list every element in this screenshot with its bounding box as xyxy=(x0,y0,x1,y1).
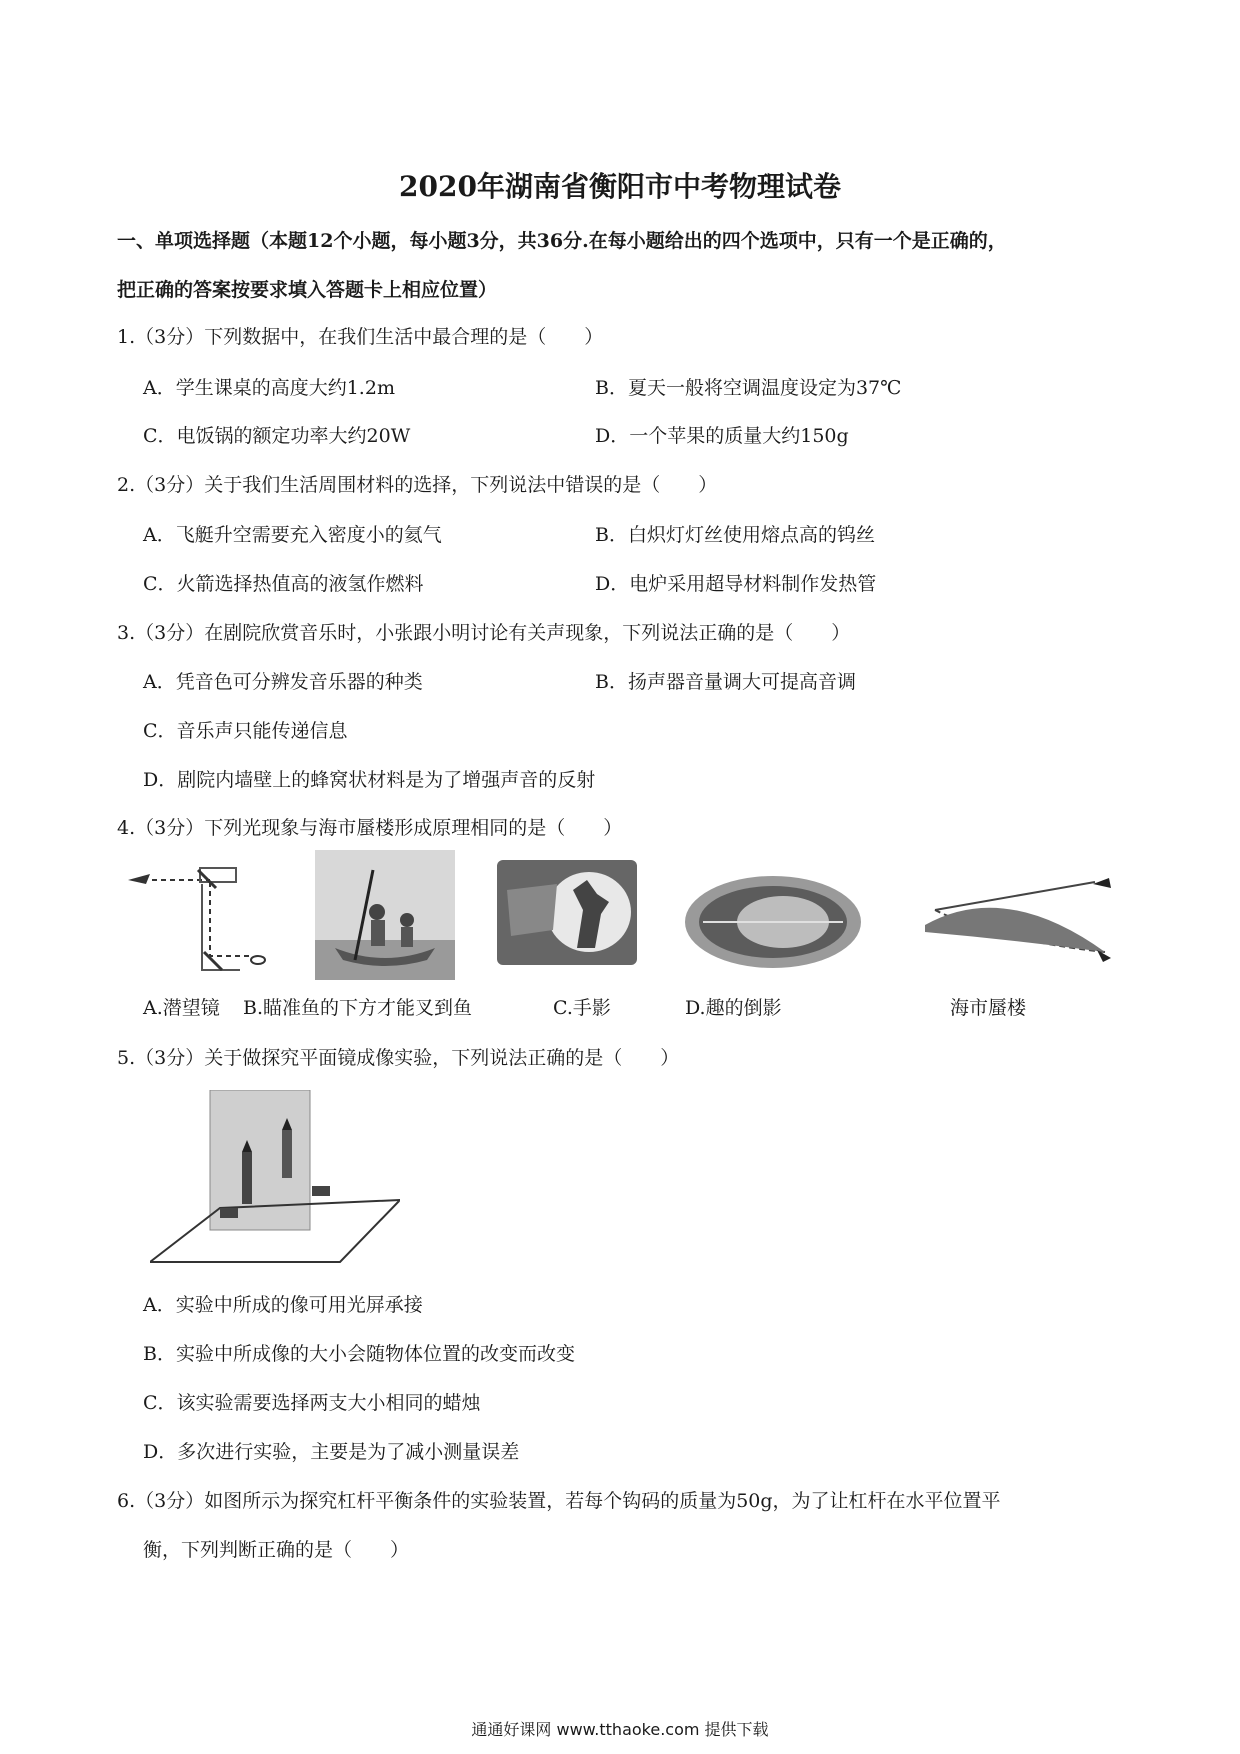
mirage-figure xyxy=(915,870,1120,965)
question-5-option-b: B．实验中所成像的大小会随物体位置的改变而改变 xyxy=(143,1343,575,1365)
question-1-stem: 1.（3分）下列数据中，在我们生活中最合理的是（ ） xyxy=(117,326,604,348)
question-3-stem: 3.（3分）在剧院欣赏音乐时，小张跟小明讨论有关声现象，下列说法正确的是（ ） xyxy=(117,622,851,644)
question-2-option-c: C．火箭选择热值高的液氢作燃料 xyxy=(143,573,424,595)
question-5-option-c: C．该实验需要选择两支大小相同的蜡烛 xyxy=(143,1392,481,1414)
question-3-option-c: C．音乐声只能传递信息 xyxy=(143,720,348,742)
question-5-stem: 5.（3分）关于做探究平面镜成像实验，下列说法正确的是（ ） xyxy=(117,1047,680,1069)
question-6-stem-line1: 6.（3分）如图所示为探究杠杆平衡条件的实验装置，若每个钩码的质量为50g，为了让杠杆在水平位置平 xyxy=(117,1490,1001,1512)
hand-shadow-figure xyxy=(497,850,637,975)
question-4-caption-mirage: 海市蜃楼 xyxy=(950,997,1027,1019)
question-4-caption-d: D.趣的倒影 xyxy=(685,997,782,1019)
plane-mirror-figure xyxy=(150,1090,400,1270)
question-1-option-d: D．一个苹果的质量大约150g xyxy=(595,425,849,447)
question-1-option-c: C．电饭锅的额定功率大约20W xyxy=(143,425,411,447)
question-3-option-a: A．凭音色可分辨发音乐器的种类 xyxy=(143,671,423,693)
spear-fishing-figure xyxy=(315,850,455,980)
section-heading-line2: 把正确的答案按要求填入答题卡上相应位置） xyxy=(117,279,498,301)
question-1-option-b: B．夏天一般将空调温度设定为37℃ xyxy=(595,377,902,399)
question-4-stem: 4.（3分）下列光现象与海市蜃楼形成原理相同的是（ ） xyxy=(117,817,623,839)
question-2-option-d: D．电炉采用超导材料制作发热管 xyxy=(595,573,877,595)
reflection-figure xyxy=(683,870,863,975)
question-3-option-d: D．剧院内墙壁上的蜂窝状材料是为了增强声音的反射 xyxy=(143,769,596,791)
question-2-option-a: A．飞艇升空需要充入密度小的氦气 xyxy=(143,524,442,546)
question-4-caption-c: C.手影 xyxy=(553,997,611,1019)
question-4-caption-b: B.瞄准鱼的下方才能叉到鱼 xyxy=(243,997,473,1019)
question-5-option-d: D．多次进行实验，主要是为了减小测量误差 xyxy=(143,1441,520,1463)
question-2-option-b: B．白炽灯灯丝使用熔点高的钨丝 xyxy=(595,524,875,546)
section-heading-line1: 一、单项选择题（本题12个小题，每小题3分，共36分.在每小题给出的四个选项中，只有一个是正确的， xyxy=(117,230,1007,252)
footer-source: 通通好课网 www.tthaoke.com 提供下载 xyxy=(471,1720,769,1739)
page-title: 2020年湖南省衡阳市中考物理试卷 xyxy=(399,170,841,203)
question-3-option-b: B．扬声器音量调大可提高音调 xyxy=(595,671,856,693)
question-2-stem: 2.（3分）关于我们生活周围材料的选择，下列说法中错误的是（ ） xyxy=(117,474,718,496)
question-5-option-a: A．实验中所成的像可用光屏承接 xyxy=(143,1294,423,1316)
question-6-stem-line2: 衡，下列判断正确的是（ ） xyxy=(143,1539,410,1561)
question-1-option-a: A．学生课桌的高度大约1.2m xyxy=(143,377,395,399)
periscope-figure xyxy=(120,860,270,985)
question-4-caption-a: A.潜望镜 xyxy=(143,997,220,1019)
